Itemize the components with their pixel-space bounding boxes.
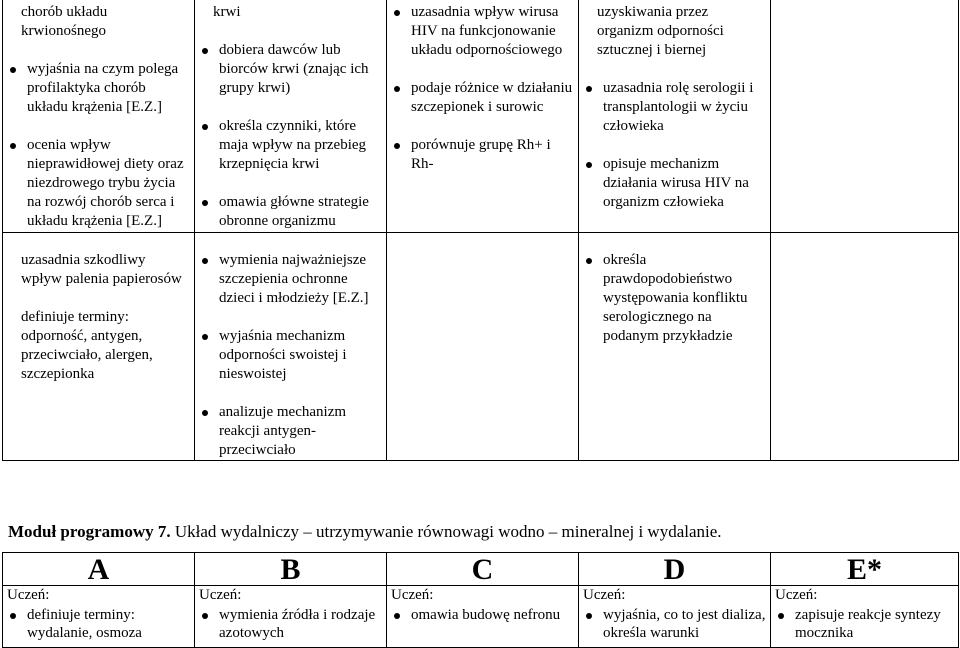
table-cell bbox=[771, 586, 959, 648]
table-cell bbox=[387, 233, 579, 461]
cell-text: uzyskiwania przez organizm odporności sztucznej i biernej bbox=[597, 4, 724, 58]
grade-header-c: C bbox=[387, 553, 579, 586]
list-item: porównuje grupę Rh+ i Rh- bbox=[391, 136, 574, 174]
list-item: określa czynniki, które maja wpływ na przebieg krzepnięcia krwi bbox=[199, 117, 382, 174]
module-number: Moduł programowy 7. bbox=[8, 522, 171, 541]
uczen-label: Uczeń: bbox=[7, 587, 50, 603]
table-cell bbox=[771, 233, 959, 461]
list-item: wyjaśnia, co to jest dializa, określa warunki bbox=[583, 606, 766, 642]
list-item: dobiera dawców lub biorców krwi (znając ich grupy krwi) bbox=[199, 41, 382, 98]
table-cell bbox=[579, 586, 771, 648]
list-item: wymienia źródła i rodzaje azotowych bbox=[199, 606, 382, 642]
table-cell bbox=[3, 586, 195, 648]
list-item: wymienia najważniejsze szczepienia ochronne dzieci i młodzieży [E.Z.] bbox=[199, 251, 382, 308]
list-item: podaje różnice w działaniu szczepionek i surowic bbox=[391, 79, 574, 117]
table-cell bbox=[387, 0, 579, 233]
top-table bbox=[2, 0, 959, 461]
grade-header-e: E* bbox=[771, 553, 959, 586]
cell-text: definiuje terminy: odporność, antygen, przeciwciało, alergen, szczepionka bbox=[21, 309, 153, 382]
table-cell bbox=[579, 0, 771, 233]
module-heading bbox=[8, 521, 722, 543]
list-item: określa prawdopodobieństwo występowania konfliktu serologicznego na podanym przykładzie bbox=[583, 251, 766, 346]
table-cell bbox=[387, 586, 579, 648]
uczen-label: Uczeń: bbox=[391, 587, 434, 603]
table-header-row bbox=[3, 553, 959, 586]
grade-header-a: A bbox=[3, 553, 195, 586]
bottom-table bbox=[2, 552, 959, 648]
table-cell bbox=[195, 586, 387, 648]
list-item: omawia budowę nefronu bbox=[391, 606, 574, 624]
list-item: definiuje terminy: wydalanie, osmoza bbox=[7, 606, 190, 642]
list-item: omawia główne strategie obronne organizmu bbox=[199, 193, 382, 231]
list-item: uzasadnia rolę serologii i transplantologii w życiu człowieka bbox=[583, 79, 766, 136]
cell-text: krwi bbox=[213, 4, 241, 20]
table-cell bbox=[3, 0, 195, 233]
uczen-label: Uczeń: bbox=[199, 587, 242, 603]
grade-header-b: B bbox=[195, 553, 387, 586]
list-item: opisuje mechanizm działania wirusa HIV na organizm człowieka bbox=[583, 155, 766, 212]
list-item: uzasadnia wpływ wirusa HIV na funkcjonowanie układu odpornościowego bbox=[391, 3, 574, 60]
table-cell bbox=[3, 233, 195, 461]
list-item: wyjaśnia na czym polega profilaktyka chorób układu krążenia [E.Z.] bbox=[7, 60, 190, 117]
cell-text: chorób układu krwionośnego bbox=[21, 4, 108, 39]
list-item: ocenia wpływ nieprawidłowej diety oraz niezdrowego trybu życia na rozwój chorób serca i układu krążenia [E.Z.] bbox=[7, 136, 190, 231]
cell-text: uzasadnia szkodliwy wpływ palenia papierosów bbox=[21, 252, 182, 287]
module-title: Układ wydalniczy – utrzymywanie równowagi wodno – mineralnej i wydalanie. bbox=[170, 522, 722, 541]
table-cell bbox=[195, 0, 387, 233]
table-row bbox=[3, 586, 959, 648]
list-item: analizuje mechanizm reakcji antygen-przeciwciało bbox=[199, 403, 382, 460]
table-cell bbox=[771, 0, 959, 233]
list-item: zapisuje reakcje syntezy mocznika bbox=[775, 606, 954, 642]
table-cell bbox=[195, 233, 387, 461]
table-row bbox=[3, 0, 959, 233]
uczen-label: Uczeń: bbox=[775, 587, 818, 603]
table-cell bbox=[579, 233, 771, 461]
list-item: wyjaśnia mechanizm odporności swoistej i nieswoistej bbox=[199, 327, 382, 384]
table-row bbox=[3, 233, 959, 461]
grade-header-d: D bbox=[579, 553, 771, 586]
uczen-label: Uczeń: bbox=[583, 587, 626, 603]
